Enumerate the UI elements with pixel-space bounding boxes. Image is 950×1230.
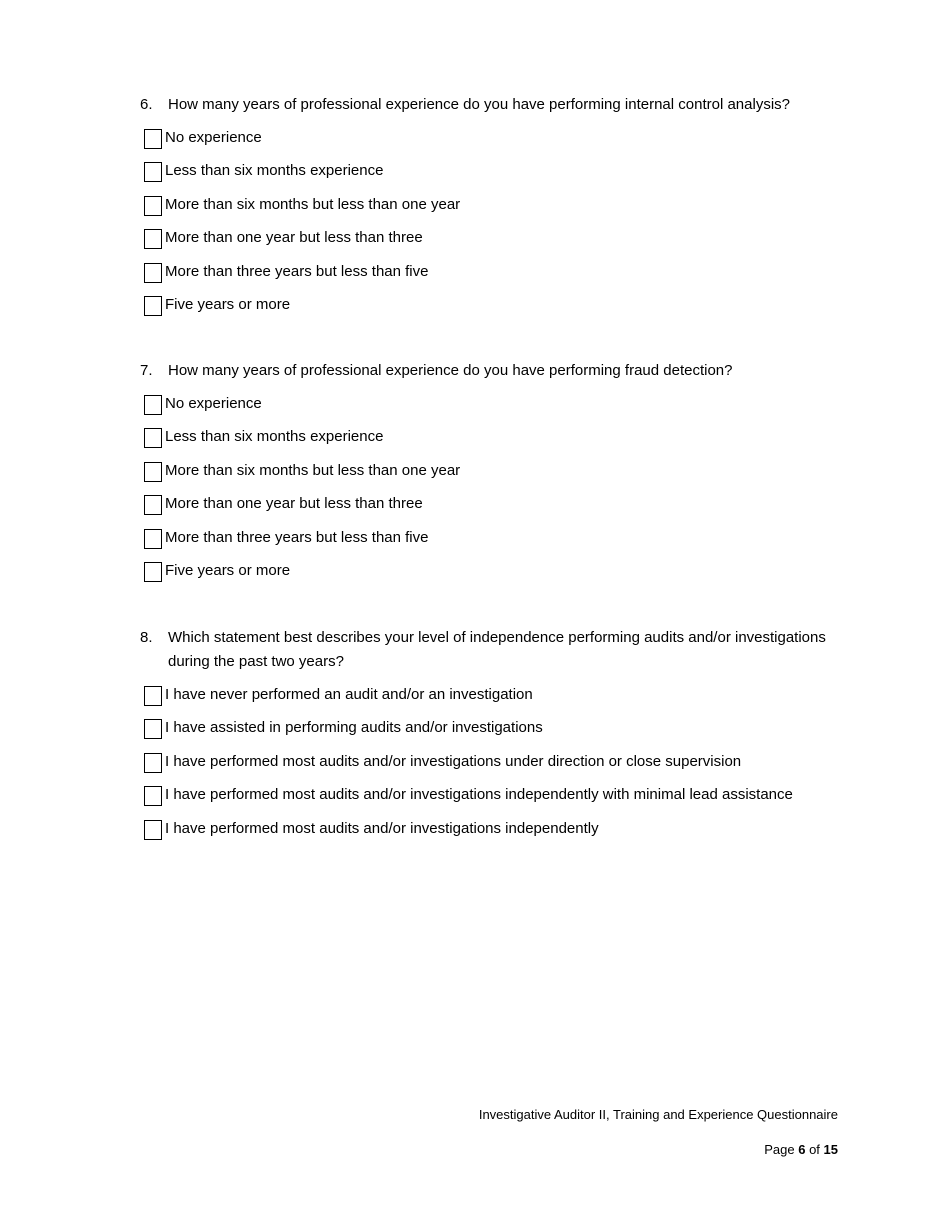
- question-number: 8.: [140, 629, 153, 646]
- option-row[interactable]: [144, 683, 830, 707]
- question-prompt: How many years of professional experience do you have performing fraud detection?: [168, 362, 733, 379]
- option-label: I have performed most audits and/or investigations independently: [165, 819, 599, 837]
- option-label: Five years or more: [165, 561, 291, 579]
- checkbox[interactable]: [144, 495, 162, 515]
- option-label: I have assisted in performing audits and/or investigations: [165, 719, 543, 737]
- option-row[interactable]: [144, 193, 830, 217]
- checkbox[interactable]: [144, 786, 162, 806]
- option-row[interactable]: [144, 783, 830, 807]
- checkbox[interactable]: [144, 296, 162, 316]
- option-label: I have performed most audits and/or investigations independently with minimal lead assistance: [165, 786, 793, 804]
- option-label: More than six months but less than one year: [165, 461, 461, 479]
- question-6: [140, 93, 830, 326]
- page-of: of: [809, 1142, 820, 1157]
- option-label: More than three years but less than five: [165, 262, 429, 280]
- option-row[interactable]: [144, 226, 830, 250]
- checkbox[interactable]: [144, 719, 162, 739]
- option-row[interactable]: [144, 526, 830, 550]
- option-label: No experience: [165, 129, 262, 146]
- question-8: [140, 626, 830, 850]
- checkbox[interactable]: [144, 196, 162, 216]
- option-row[interactable]: [144, 425, 830, 449]
- option-label: I have performed most audits and/or investigations under direction or close supervision: [165, 752, 742, 770]
- option-label: Less than six months experience: [165, 428, 384, 446]
- option-row[interactable]: [144, 392, 830, 416]
- option-label: More than one year but less than three: [165, 229, 423, 247]
- option-label: No experience: [165, 395, 262, 412]
- page-current: 6: [798, 1142, 806, 1157]
- question-prompt: Which statement best describes your level of independence performing audits and/or investigations during the past two years?: [168, 629, 826, 670]
- option-row[interactable]: [144, 260, 830, 284]
- option-label: More than six months but less than one year: [165, 195, 461, 213]
- option-label: Five years or more: [165, 295, 291, 313]
- checkbox[interactable]: [144, 162, 162, 182]
- checkbox[interactable]: [144, 820, 162, 840]
- footer-title: Investigative Auditor II, Training and Experience Questionnaire: [478, 1107, 838, 1122]
- question-number: 6.: [140, 96, 153, 113]
- option-row[interactable]: [144, 159, 830, 183]
- checkbox[interactable]: [144, 263, 162, 283]
- option-label: Less than six months experience: [165, 162, 384, 180]
- option-row[interactable]: [144, 559, 830, 583]
- checkbox[interactable]: [144, 462, 162, 482]
- checkbox[interactable]: [144, 686, 162, 706]
- option-row[interactable]: [144, 716, 830, 740]
- page-prefix: Page: [764, 1142, 795, 1157]
- option-row[interactable]: [144, 492, 830, 516]
- question-text: [140, 626, 830, 674]
- option-label: More than three years but less than five: [165, 528, 429, 546]
- option-label: I have never performed an audit and/or an investigation: [165, 686, 533, 703]
- checkbox[interactable]: [144, 529, 162, 549]
- option-label: More than one year but less than three: [165, 495, 423, 513]
- checkbox[interactable]: [144, 562, 162, 582]
- option-row[interactable]: [144, 459, 830, 483]
- option-row[interactable]: [144, 126, 830, 150]
- checkbox[interactable]: [144, 129, 162, 149]
- checkbox[interactable]: [144, 229, 162, 249]
- checkbox[interactable]: [144, 395, 162, 415]
- question-number: 7.: [140, 362, 153, 379]
- page-number: [764, 1141, 838, 1159]
- question-text: [140, 359, 830, 383]
- option-row[interactable]: [144, 293, 830, 317]
- question-text: [140, 93, 830, 117]
- checkbox[interactable]: [144, 428, 162, 448]
- question-7: [140, 359, 830, 592]
- option-row[interactable]: [144, 817, 830, 841]
- page-total: 15: [823, 1142, 838, 1157]
- checkbox[interactable]: [144, 753, 162, 773]
- question-prompt: How many years of professional experience do you have performing internal control analysis?: [168, 96, 790, 113]
- option-row[interactable]: [144, 750, 830, 774]
